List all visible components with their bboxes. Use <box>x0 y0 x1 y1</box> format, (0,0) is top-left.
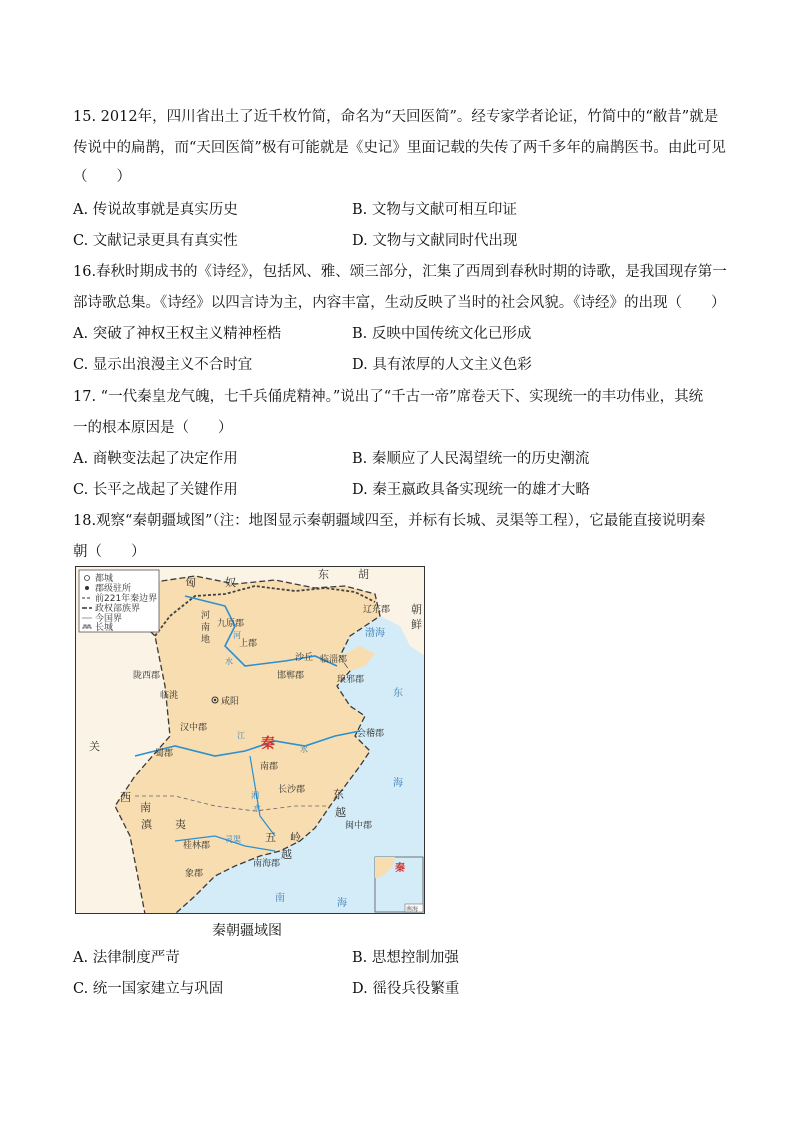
place-shang: 上郡 <box>239 639 258 649</box>
label-chaoxian-2: 鲜 <box>411 618 422 631</box>
legend-commandery-icon <box>85 586 89 590</box>
q17-option-b[interactable]: B. 秦顺应了人民渴望统一的历史潮流 <box>352 451 590 467</box>
sea-label-nanhai-2: 海 <box>337 898 347 909</box>
q18-option-a[interactable]: A. 法律制度严苛 <box>73 950 180 966</box>
label-qin: 秦 <box>261 736 275 752</box>
legend-border221: 前221年秦边界 <box>95 594 158 604</box>
q17-option-d[interactable]: D. 秦王嬴政具备实现统一的雄才大略 <box>352 482 590 498</box>
legend-commandery: 郡级驻所 <box>95 584 132 594</box>
q17-stem-line2: 一的根本原因是（ ） <box>73 420 233 436</box>
label-wu: 五 <box>265 831 276 844</box>
place-nanjun: 南郡 <box>260 762 279 772</box>
label-donghu-2: 胡 <box>358 568 369 581</box>
place-liaodong: 辽东郡 <box>363 605 391 615</box>
label-nan: 南 <box>140 801 151 814</box>
q16-option-b[interactable]: B. 反映中国传统文化已形成 <box>352 326 532 342</box>
q15-stem-line2: 传说中的扁鹊，而“天回医简”极有可能就是《史记》里面记载的失传了两千多年的扁鹊医书。由此可见 <box>73 140 726 156</box>
place-nanhai: 南海郡 <box>253 859 281 869</box>
label-henan-1: 河 <box>201 611 211 621</box>
q16-option-c[interactable]: C. 显示出浪漫主义不合时宜 <box>73 357 253 373</box>
place-kuaiji: 会稽郡 <box>357 729 385 739</box>
label-qiang: 关 <box>89 740 100 753</box>
legend-greatwall: 长城 <box>95 623 114 633</box>
place-hanzhong: 汉中郡 <box>180 723 208 733</box>
q15-option-c[interactable]: C. 文献记录更具有真实性 <box>73 233 238 249</box>
place-linzi: 临淄郡 <box>320 655 348 665</box>
label-xiongnu-1: 匈 <box>185 576 196 589</box>
place-minzhong: 闽中郡 <box>345 821 373 831</box>
qin-territory-map <box>75 566 425 914</box>
label-dian: 滇 <box>141 818 152 831</box>
place-langya: 琅邪郡 <box>337 675 365 685</box>
place-longxi: 陇西郡 <box>133 671 161 681</box>
label-yi: 夷 <box>175 818 186 831</box>
river-label-xiang: 湘 <box>251 791 259 800</box>
legend-polity-border: 政权部族界 <box>95 604 141 614</box>
place-xianyang: 咸阳 <box>221 697 240 707</box>
river-label-jiang: 江 <box>237 731 245 740</box>
map-svg <box>75 566 425 914</box>
sea-label-nanhai-1: 南 <box>275 893 285 904</box>
river-label-shui2: 水 <box>300 745 308 754</box>
place-shaqiu: 沙丘 <box>295 653 314 663</box>
label-xiongnu-2: 奴 <box>225 576 236 589</box>
label-dong: 东 <box>333 788 344 801</box>
q18-option-c[interactable]: C. 统一国家建立与巩固 <box>73 981 224 997</box>
q15-stem-line1: 15. 2012年，四川省出土了近千枚竹简，命名为“天回医简”。经专家学者论证，竹简中的“敝昔”就是 <box>73 109 719 125</box>
q18-stem-line1: 18.观察“秦朝疆域图”（注：地图显示秦朝疆域四至，并标有长城、灵渠等工程），它最能直接说明秦 <box>73 513 706 529</box>
q18-option-d[interactable]: D. 徭役兵役繁重 <box>352 981 460 997</box>
q16-option-a[interactable]: A. 突破了神权王权主义精神桎梏 <box>73 326 282 342</box>
river-label-shui3: 水 <box>253 804 261 813</box>
q16-stem-line1: 16.春秋时期成书的《诗经》，包括风、雅、颂三部分，汇集了西周到春秋时期的诗歌，是我国现存第一 <box>73 264 727 280</box>
label-yue2: 越 <box>335 806 346 819</box>
label-yue: 越 <box>281 848 292 861</box>
sea-label-donghai-2: 海 <box>393 778 403 789</box>
q17-option-c[interactable]: C. 长平之战起了关键作用 <box>73 482 238 498</box>
q16-stem-line2: 部诗歌总集。《诗经》以四言诗为主，内容丰富，生动反映了当时的社会风貌。《诗经》的出现（ ） <box>73 295 726 311</box>
q17-option-a[interactable]: A. 商鞅变法起了决定作用 <box>73 451 238 467</box>
legend-capital: 都城 <box>95 574 114 584</box>
place-changsha: 长沙郡 <box>278 785 306 795</box>
q17-stem-line1: 17. “一代秦皇龙气魄，七千兵俑虎精神。”说出了“千古一帝”席卷天下、实现统一的丰功伟业，其统 <box>73 389 704 405</box>
label-henan-3: 地 <box>201 635 211 645</box>
q18-option-b[interactable]: B. 思想控制加强 <box>352 950 459 966</box>
river-label-he: 河 <box>233 631 241 640</box>
q15-stem-line3: （ ） <box>73 169 131 185</box>
q18-stem-line2: 朝（ ） <box>73 544 146 560</box>
inset-corner-label: 南海 <box>406 906 419 913</box>
sea-label-donghai-1: 东 <box>393 688 403 699</box>
q16-option-d[interactable]: D. 具有浓厚的人文主义色彩 <box>352 357 532 373</box>
place-lingqu: 灵渠 <box>225 835 241 844</box>
place-handan: 邯郸郡 <box>277 671 305 681</box>
label-donghu-1: 东 <box>318 568 329 581</box>
label-xi: 西 <box>120 791 131 804</box>
inset-qin-label: 秦 <box>395 863 405 874</box>
label-henan-2: 南 <box>201 623 211 633</box>
place-jiuyuan: 九原郡 <box>217 619 245 629</box>
label-chaoxian-1: 朝 <box>411 603 422 616</box>
place-xiang: 象郡 <box>185 869 204 879</box>
label-ling: 岭 <box>290 831 301 844</box>
river-label-shui: 水 <box>225 657 233 666</box>
sea-label-bohai: 渤海 <box>365 628 385 639</box>
map-caption: 秦朝疆域图 <box>212 923 282 939</box>
place-lintao: 临洮 <box>160 691 179 701</box>
legend-modern-border: 今国界 <box>95 614 123 624</box>
place-guilin: 桂林郡 <box>183 841 211 851</box>
q15-option-b[interactable]: B. 文物与文献可相互印证 <box>352 202 517 218</box>
q15-option-d[interactable]: D. 文物与文献同时代出现 <box>352 233 518 249</box>
q15-option-a[interactable]: A. 传说故事就是真实历史 <box>73 202 238 218</box>
place-shu: 蜀郡 <box>155 749 174 759</box>
